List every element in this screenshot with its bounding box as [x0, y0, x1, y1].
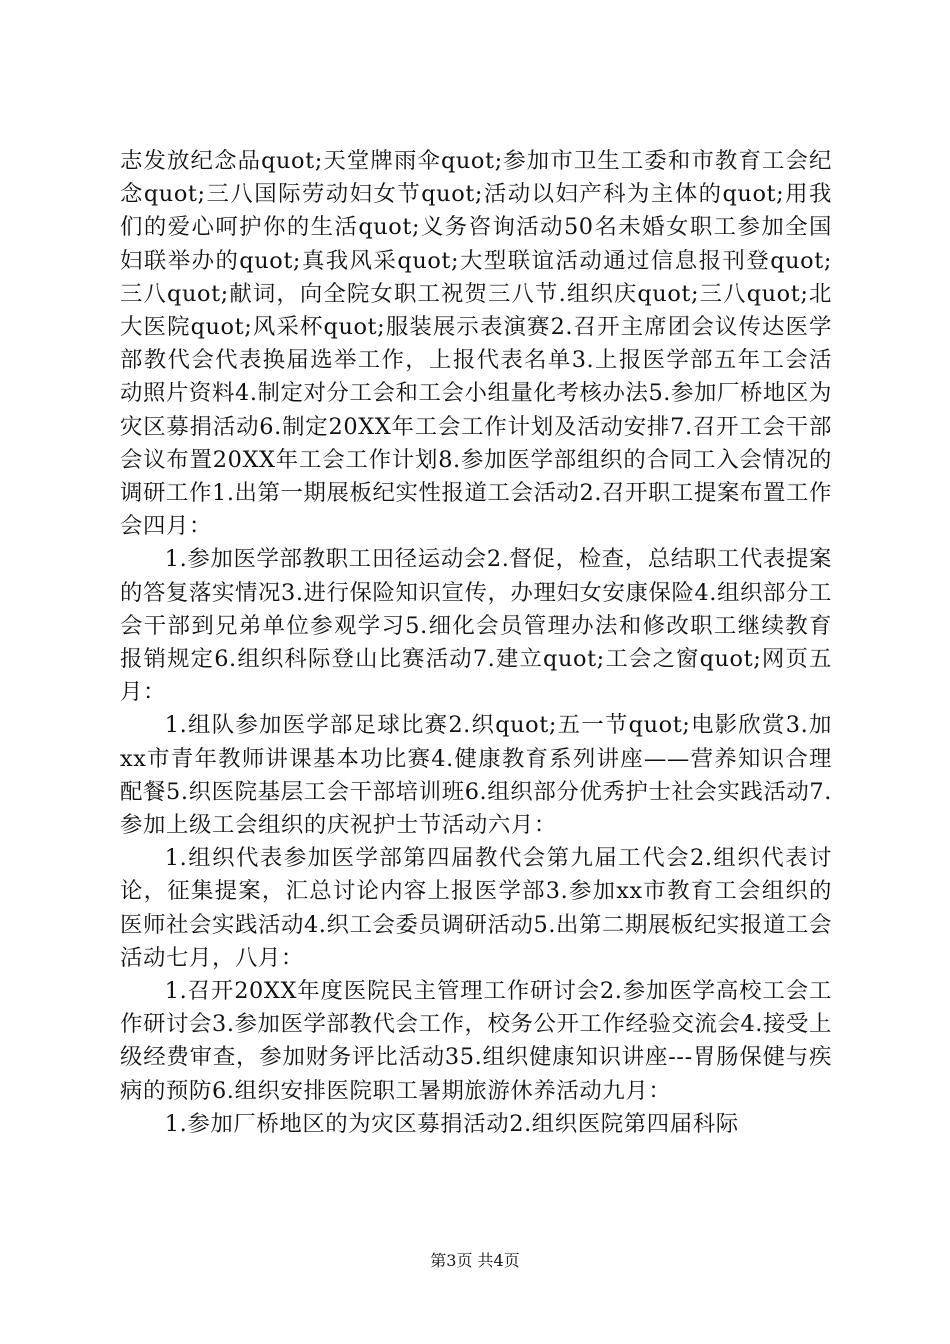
- document-body: [120, 145, 832, 1141]
- paragraph: 1.召开20XX年度医院民主管理工作研讨会2.参加医学高校工会工作研讨会3.参加医学部教代会工作，校务公开工作经验交流会4.接受上级经费审查，参加财务评比活动35.组织健康知识讲座---胃肠保健与疾病的预防6.组织安排医院职工暑期旅游休养活动九月：: [120, 978, 832, 1104]
- paragraph: 志发放纪念品quot;天堂牌雨伞quot;参加市卫生工委和市教育工会纪念quot;三八国际劳动妇女节quot;活动以妇产科为主体的quot;用我们的爱心呵护你的生活quot;义务咨询活动50名未婚女职工参加全国妇联举办的quot;真我风采quot;大型联谊活动通过信息报刊登quot;三八quot;献词，向全院女职工祝贺三八节.组织庆quot;三八quot;北大医院quot;风采杯quot;服装展示表演赛2.召开主席团会议传达医学部教代会代表换届选举工作，上报代表名单3.上报医学部五年工会活动照片资料4.制定对分工会和工会小组量化考核办法5.参加厂桥地区为灾区募捐活动6.制定20XX年工会工作计划及活动安排7.召开工会干部会议布置20XX年工会工作计划8.参加医学部组织的合同工入会情况的调研工作1.出第一期展板纪实性报道工会活动2.召开职工提案布置工作会四月：: [120, 148, 832, 540]
- paragraph: 1.参加厂桥地区的为灾区募捐活动2.组织医院第四届科际: [164, 1110, 739, 1137]
- paragraph: 1.组织代表参加医学部第四届教代会第九届工代会2.组织代表讨论，征集提案，汇总讨论内容上报医学部3.参加xx市教育工会组织的医师社会实践活动4.织工会委员调研活动5.出第二期展板纪实报道工会活动七月，八月：: [120, 845, 832, 971]
- paragraph: 1.参加医学部教职工田径运动会2.督促，检查，总结职工代表提案的答复落实情况3.进行保险知识宣传，办理妇女安康保险4.组织部分工会干部到兄弟单位参观学习5.细化会员管理办法和修改职工继续教育报销规定6.组织科际登山比赛活动7.建立quot;工会之窗quot;网页五月：: [120, 546, 832, 706]
- page-footer: 第3页 共4页: [430, 1251, 520, 1270]
- paragraph: 1.组队参加医学部足球比赛2.织quot;五一节quot;电影欣赏3.加xx市青年教师讲课基本功比赛4.健康教育系列讲座——营养知识合理配餐5.织医院基层工会干部培训班6.组织部分优秀护士社会实践活动7.参加上级工会组织的庆祝护士节活动六月：: [120, 712, 832, 839]
